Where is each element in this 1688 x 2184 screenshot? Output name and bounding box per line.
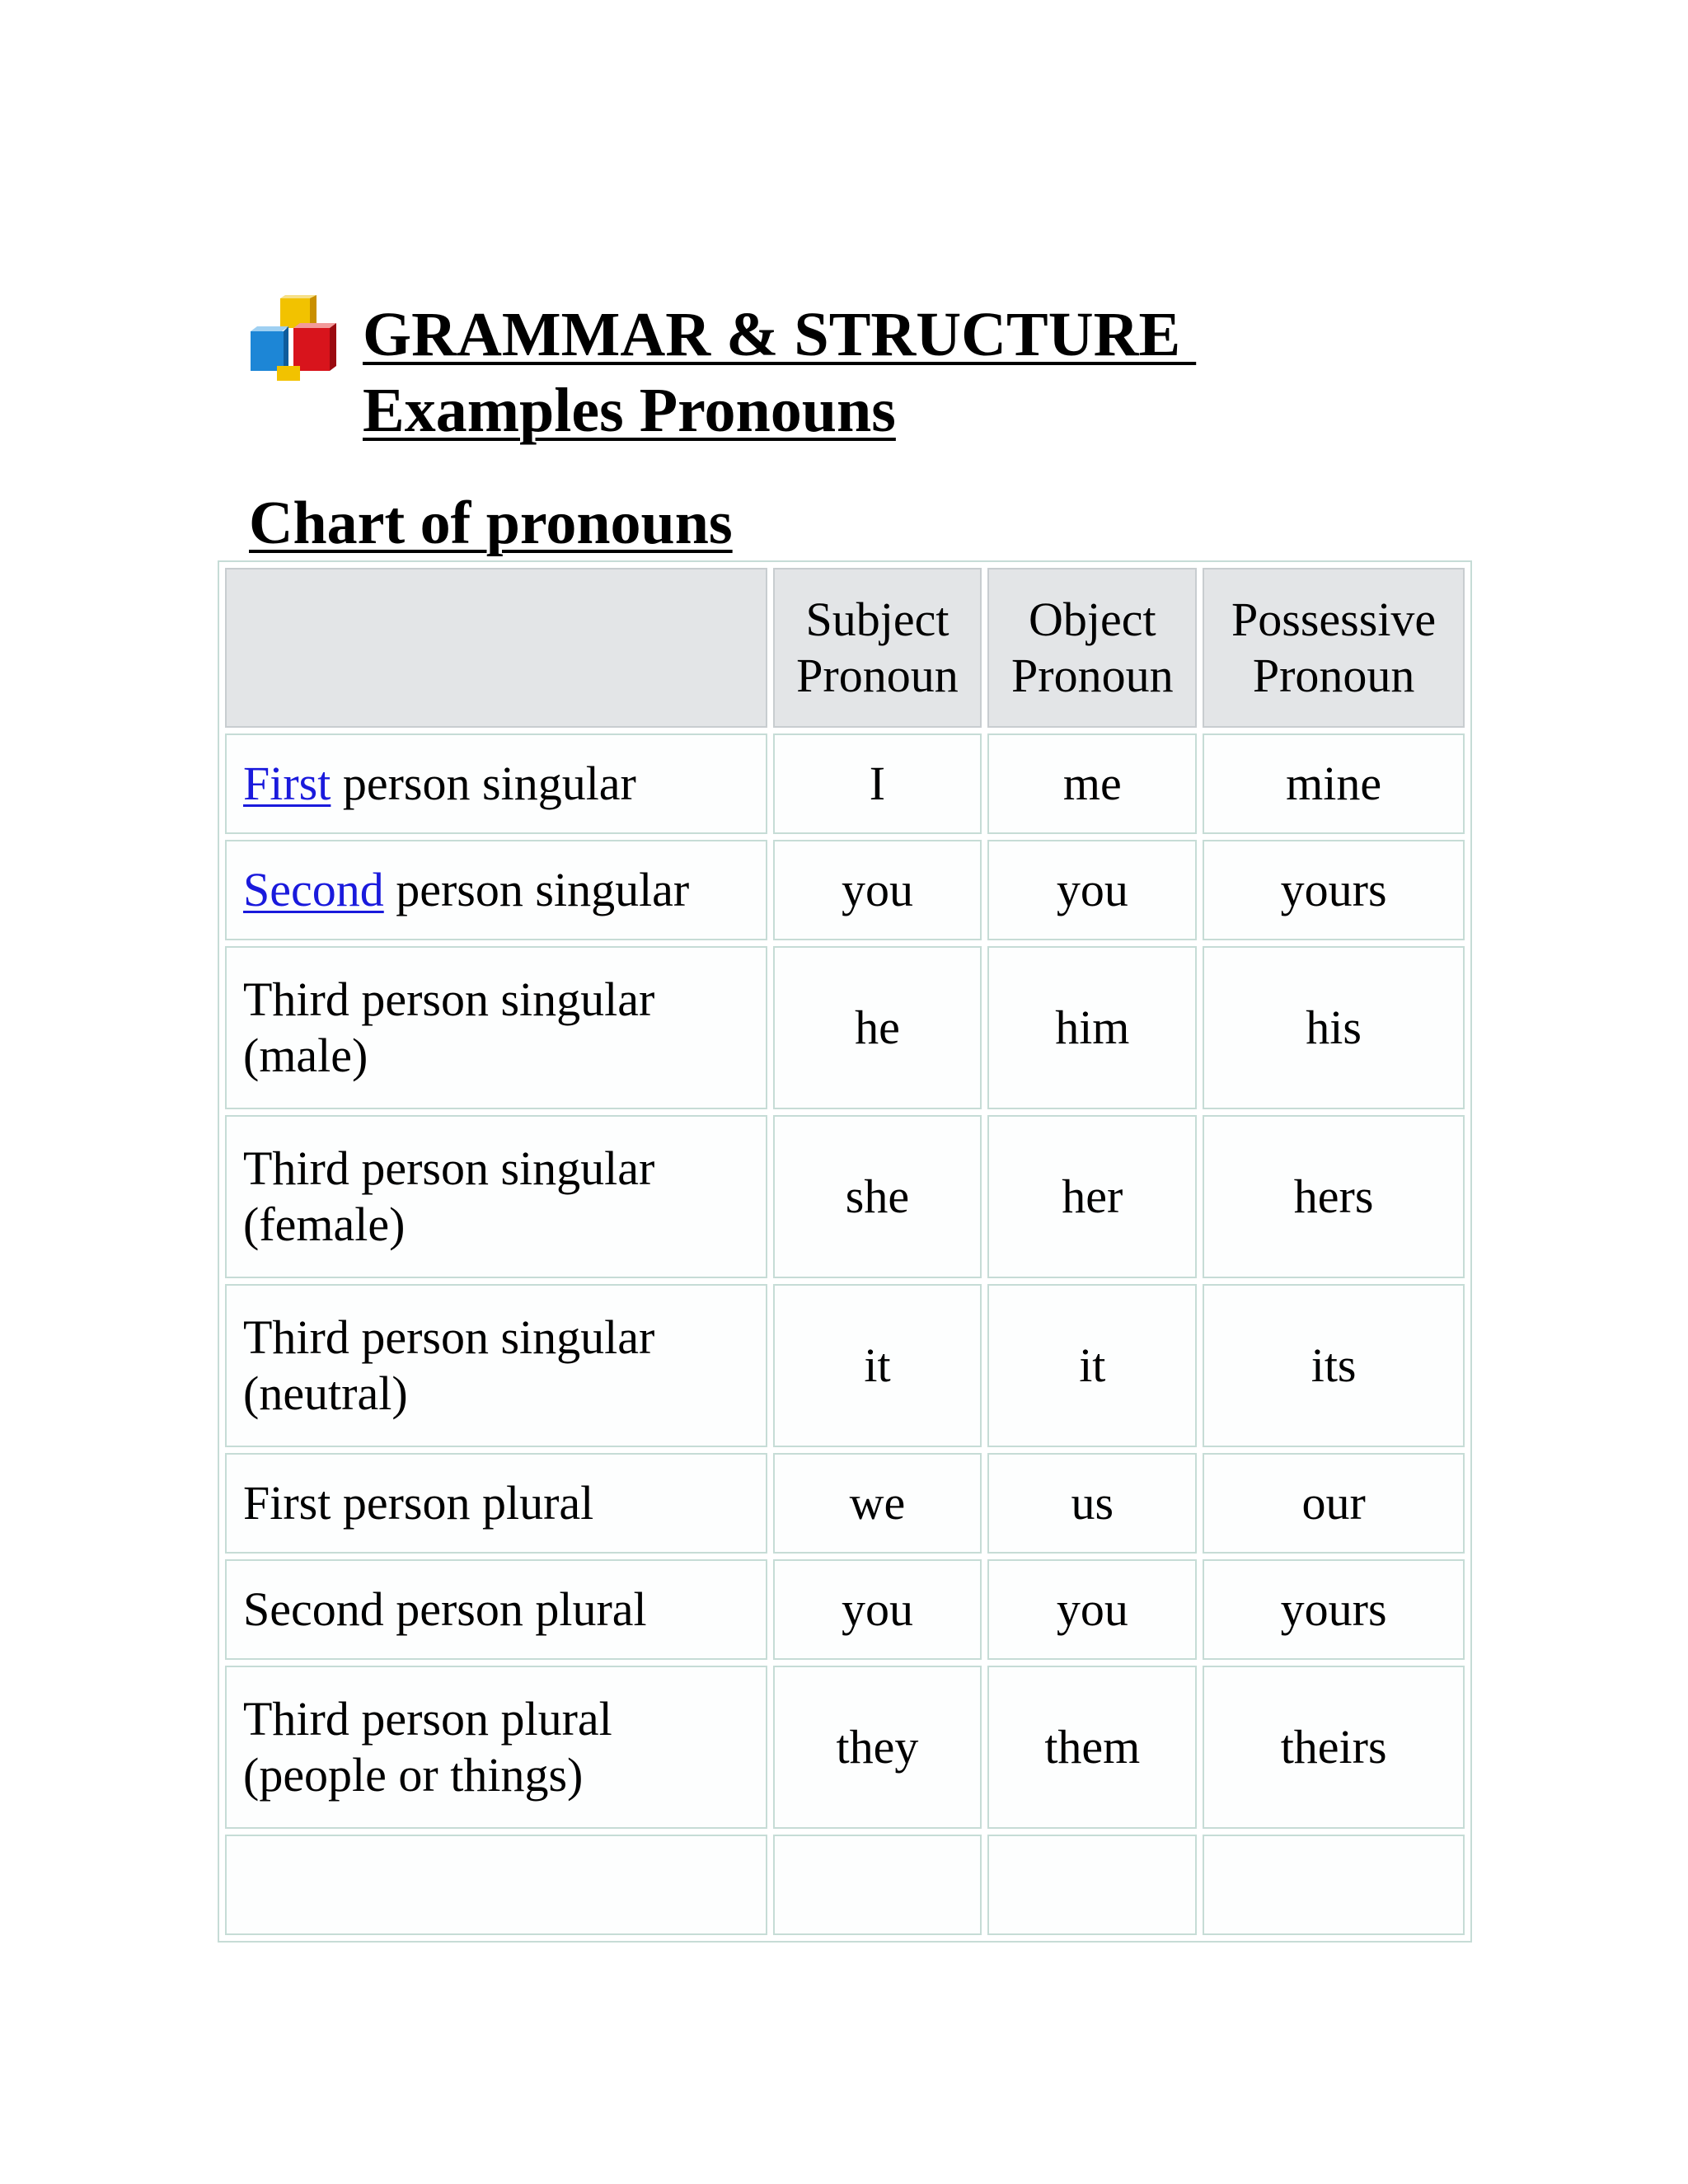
object-pronoun-cell: them bbox=[987, 1666, 1197, 1829]
possessive-pronoun-cell: theirs bbox=[1203, 1666, 1465, 1829]
table-row bbox=[225, 1666, 1465, 1829]
page-title: GRAMMAR & STRUCTURE bbox=[363, 300, 1197, 369]
header-cell-possessive: Possessive Pronoun bbox=[1203, 568, 1465, 728]
subject-pronoun-cell: they bbox=[773, 1666, 982, 1829]
empty-cell bbox=[1203, 1835, 1465, 1935]
object-pronoun-cell: me bbox=[987, 733, 1197, 834]
object-pronoun-cell: you bbox=[987, 840, 1197, 940]
object-pronoun-cell: us bbox=[987, 1453, 1197, 1554]
empty-cell bbox=[987, 1835, 1197, 1935]
page-subtitle: Examples Pronouns bbox=[363, 376, 896, 445]
chart-heading: Chart of pronouns bbox=[249, 490, 733, 557]
row-label: Third person singular (male) bbox=[225, 946, 767, 1109]
table-row bbox=[225, 1453, 1465, 1554]
table-row bbox=[225, 1284, 1465, 1447]
row-label-text: person singular bbox=[331, 757, 636, 810]
row-label: First person plural bbox=[225, 1453, 767, 1554]
subject-pronoun-cell: you bbox=[773, 840, 982, 940]
row-label: Third person plural (people or things) bbox=[225, 1666, 767, 1829]
table-row bbox=[225, 1559, 1465, 1660]
object-pronoun-cell: you bbox=[987, 1559, 1197, 1660]
subject-pronoun-cell: you bbox=[773, 1559, 982, 1660]
subject-pronoun-cell: I bbox=[773, 733, 982, 834]
possessive-pronoun-cell: its bbox=[1203, 1284, 1465, 1447]
first-link[interactable]: First bbox=[243, 757, 331, 810]
row-label: Third person singular (female) bbox=[225, 1115, 767, 1278]
object-pronoun-cell: her bbox=[987, 1115, 1197, 1278]
pronoun-table bbox=[218, 560, 1472, 1943]
table-row bbox=[225, 733, 1465, 834]
table-row-empty bbox=[225, 1835, 1465, 1935]
row-label: Second person plural bbox=[225, 1559, 767, 1660]
subject-pronoun-cell: we bbox=[773, 1453, 982, 1554]
possessive-pronoun-cell: hers bbox=[1203, 1115, 1465, 1278]
table-row bbox=[225, 840, 1465, 940]
empty-cell bbox=[225, 1835, 767, 1935]
empty-cell bbox=[773, 1835, 982, 1935]
second-link[interactable]: Second bbox=[243, 863, 384, 916]
row-label-text: person singular bbox=[383, 863, 690, 916]
row-label: Third person singular (neutral) bbox=[225, 1284, 767, 1447]
possessive-pronoun-cell: his bbox=[1203, 946, 1465, 1109]
table-header-row bbox=[225, 568, 1465, 728]
header-cell-subject: Subject Pronoun bbox=[773, 568, 982, 728]
subject-pronoun-cell: he bbox=[773, 946, 982, 1109]
header-cell-blank bbox=[225, 568, 767, 728]
row-label bbox=[225, 733, 767, 834]
possessive-pronoun-cell: our bbox=[1203, 1453, 1465, 1554]
toy-blocks-icon bbox=[247, 295, 350, 386]
subject-pronoun-cell: she bbox=[773, 1115, 982, 1278]
subject-pronoun-cell: it bbox=[773, 1284, 982, 1447]
possessive-pronoun-cell: yours bbox=[1203, 1559, 1465, 1660]
possessive-pronoun-cell: yours bbox=[1203, 840, 1465, 940]
object-pronoun-cell: him bbox=[987, 946, 1197, 1109]
table-row bbox=[225, 946, 1465, 1109]
table-row bbox=[225, 1115, 1465, 1278]
header-cell-object: Object Pronoun bbox=[987, 568, 1197, 728]
row-label bbox=[225, 840, 767, 940]
object-pronoun-cell: it bbox=[987, 1284, 1197, 1447]
possessive-pronoun-cell: mine bbox=[1203, 733, 1465, 834]
